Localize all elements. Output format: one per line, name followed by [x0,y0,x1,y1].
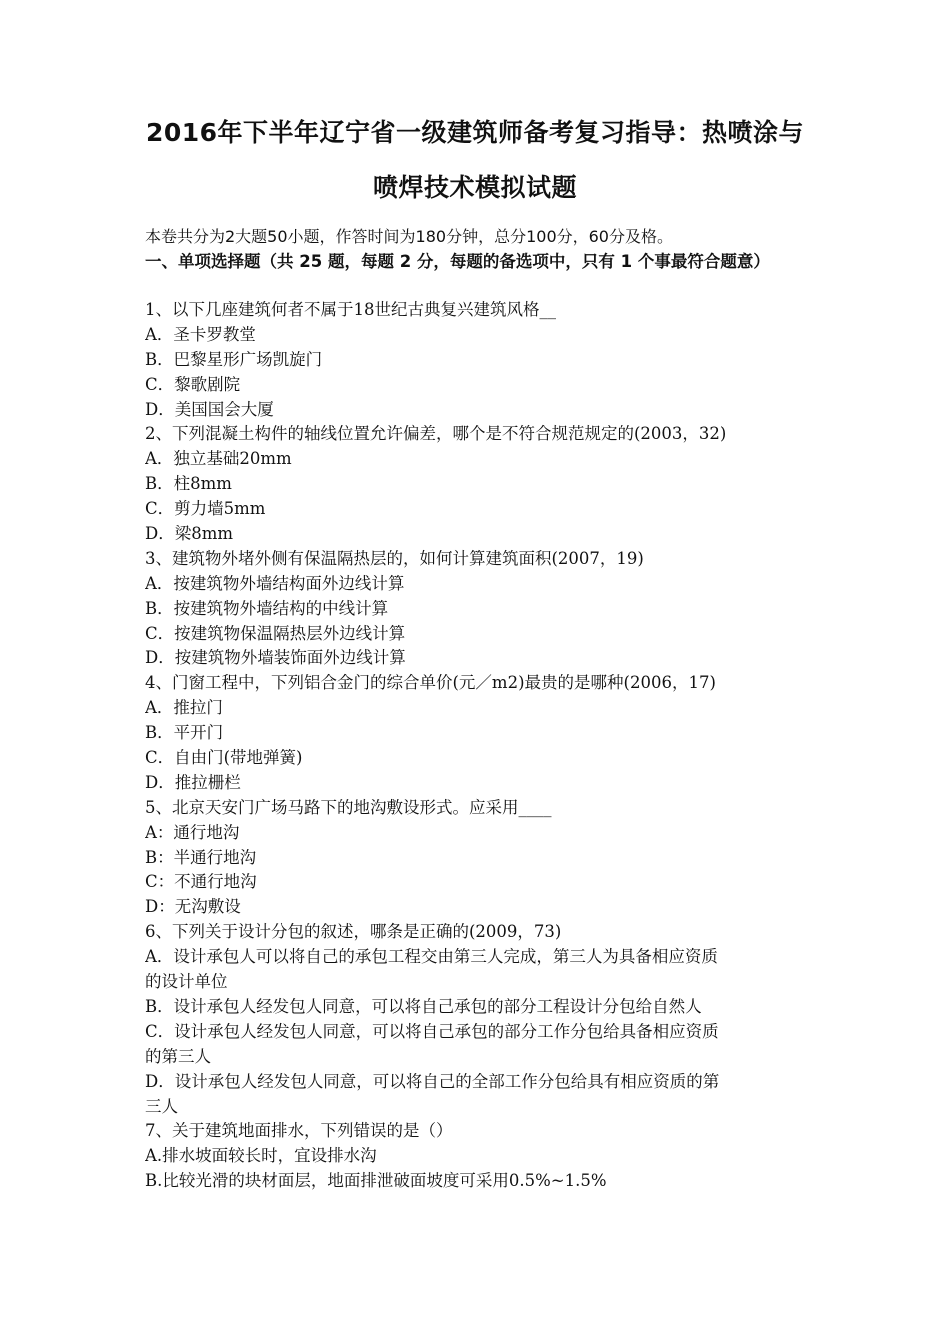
question-7-option-a: A.排水坡面较长时，宜设排水沟 [145,1146,377,1166]
question-4-stem: 4、门窗工程中，下列铝合金门的综合单价(元／m2)最贵的是哪种(2006，17) [145,673,716,693]
question-1-option-c: C．黎歌剧院 [145,374,241,394]
question-5-option-b: B：半通行地沟 [145,847,257,867]
question-6-option-d-continued: 三人 [145,1096,178,1116]
question-7-stem: 7、关于建筑地面排水，下列错误的是（） [145,1121,453,1141]
question-6-option-b: B．设计承包人经发包人同意，可以将自己承包的部分工程设计分包给自然人 [145,996,702,1016]
question-2-option-d: D．梁8mm [145,524,234,544]
question-5-option-d: D：无沟敷设 [145,897,241,917]
question-2-stem: 2、下列混凝土构件的轴线位置允许偏差，哪个是不符合规范规定的(2003，32) [145,424,727,444]
question-4-option-d: D．推拉栅栏 [145,772,241,792]
question-1-option-a: A．圣卡罗教堂 [145,324,256,344]
question-6-stem: 6、下列关于设计分包的叙述，哪条是正确的(2009，73) [145,922,562,942]
question-6-option-a: A．设计承包人可以将自己的承包工程交由第三人完成，第三人为具备相应资质 [145,947,718,967]
question-3-option-d: D．按建筑物外墙装饰面外边线计算 [145,648,406,668]
document-title-line-1: 2016年下半年辽宁省一级建筑师备考复习指导：热喷涂与 [145,118,805,147]
exam-intro: 本卷共分为2大题50小题，作答时间为180分钟，总分100分，60分及格。 [145,227,673,246]
question-4-option-a: A．推拉门 [145,698,223,718]
question-6-option-d: D．设计承包人经发包人同意，可以将自己的全部工作分包给具有相应资质的第 [145,1071,720,1091]
section-heading: 一、单项选择题（共 25 题，每题 2 分，每题的备选项中，只有 1 个事最符合题意） [145,252,770,271]
question-list [145,298,825,1194]
question-3-option-b: B．按建筑物外墙结构的中线计算 [145,598,389,618]
question-1-option-b: B．巴黎星形广场凯旋门 [145,349,323,369]
question-2-option-c: C．剪力墙5mm [145,499,266,519]
document-title-line-2: 喷焊技术模拟试题 [372,173,577,202]
question-4-option-c: C．自由门(带地弹簧) [145,748,303,768]
question-1-option-d: D．美国国会大厦 [145,399,274,419]
question-1-stem: 1、以下几座建筑何者不属于18世纪古典复兴建筑风格__ [145,300,556,319]
question-5-option-a: A：通行地沟 [145,822,240,842]
question-3-stem: 3、建筑物外堵外侧有保温隔热层的，如何计算建筑面积(2007，19) [145,548,644,568]
question-4-option-b: B．平开门 [145,723,224,743]
question-2-option-b: B．柱8mm [145,474,232,494]
question-3-option-a: A．按建筑物外墙结构面外边线计算 [145,573,405,593]
question-6-option-c-continued: 的第三人 [145,1046,211,1066]
question-6-option-c: C．设计承包人经发包人同意，可以将自己承包的部分工作分包给具备相应资质 [145,1021,719,1041]
question-6-option-a-continued: 的设计单位 [145,972,228,992]
question-3-option-c: C．按建筑物保温隔热层外边线计算 [145,623,406,643]
question-5-option-c: C：不通行地沟 [145,872,257,892]
question-2-option-a: A．独立基础20mm [145,449,292,469]
question-7-option-b: B.比较光滑的块材面层，地面排泄破面坡度可采用0.5%~1.5% [145,1171,607,1191]
question-5-stem: 5、北京天安门广场马路下的地沟敷设形式。应采用____ [145,797,552,817]
